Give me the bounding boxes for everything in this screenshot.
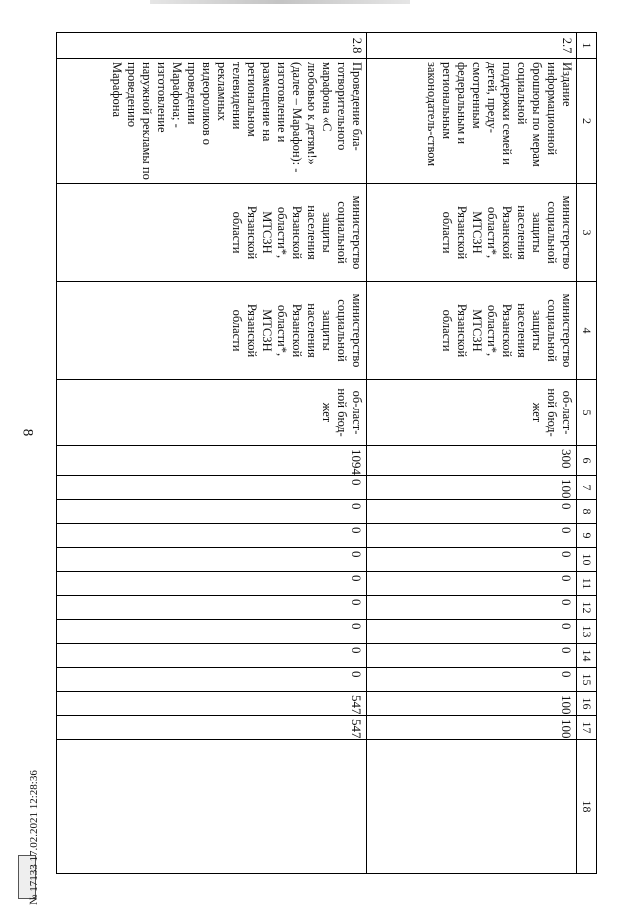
- amount-cell: [57, 740, 367, 874]
- header-cell: 16: [577, 692, 597, 716]
- header-cell: 9: [577, 524, 597, 548]
- header-cell: 3: [577, 184, 597, 282]
- amount-cell: 0: [57, 668, 367, 692]
- header-cell: 6: [577, 446, 597, 476]
- header-cell: 4: [577, 282, 597, 380]
- amount-cell: 0: [57, 596, 367, 620]
- recipient: министерство социальной защиты населения Рязанской области*, МТСЗН Рязанской области: [367, 282, 577, 380]
- program-table: [56, 32, 597, 874]
- header-cell: 5: [577, 380, 597, 446]
- table-row: [57, 33, 367, 874]
- amount-cell: 0: [367, 524, 577, 548]
- amount-cell: 1094: [57, 446, 367, 476]
- amount-cell: 100: [367, 692, 577, 716]
- header-cell: 14: [577, 644, 597, 668]
- amount-cell: 0: [57, 476, 367, 500]
- header-cell: 8: [577, 500, 597, 524]
- amount-cell: [367, 740, 577, 874]
- amount-cell: 0: [367, 644, 577, 668]
- amount-cell: 0: [367, 500, 577, 524]
- funding-source: об-ласт-ной бюд-жет: [57, 380, 367, 446]
- amount-cell: 0: [367, 572, 577, 596]
- header-cell: 1: [577, 33, 597, 59]
- amount-cell: 547: [57, 716, 367, 740]
- header-cell: 2: [577, 59, 597, 184]
- header-cell: 7: [577, 476, 597, 500]
- page-number: 8: [19, 428, 36, 437]
- amount-cell: 0: [367, 620, 577, 644]
- measure-name: Издание информационной брошюры по мерам социальной поддержки семей и детей, преду-смотренным федеральным и региональным законодатель-ством: [367, 59, 577, 184]
- header-cell: 18: [577, 740, 597, 874]
- header-cell: 13: [577, 620, 597, 644]
- row-number: 2.7: [367, 33, 577, 59]
- executor: министерство социальной защиты населения Рязанской области*, МТСЗН Рязанской области: [367, 184, 577, 282]
- header-cell: 12: [577, 596, 597, 620]
- header-cell: 17: [577, 716, 597, 740]
- header-cell: 15: [577, 668, 597, 692]
- amount-cell: 100: [367, 476, 577, 500]
- amount-cell: 0: [57, 548, 367, 572]
- table-row: [367, 33, 577, 874]
- executor: министерство социальной защиты населения Рязанской области*, МТСЗН Рязанской области: [57, 184, 367, 282]
- amount-cell: 300: [367, 446, 577, 476]
- amount-cell: 0: [57, 620, 367, 644]
- amount-cell: 0: [367, 548, 577, 572]
- amount-cell: 0: [57, 500, 367, 524]
- scan-artifact: [150, 0, 410, 4]
- amount-cell: 0: [57, 572, 367, 596]
- funding-source: об-ласт-ной бюд-жет: [367, 380, 577, 446]
- amount-cell: 0: [57, 524, 367, 548]
- amount-cell: 547: [57, 692, 367, 716]
- row-number: 2.8: [57, 33, 367, 59]
- measure-name: Проведение бла-готворительного марафона «С любовью к детям!» (далее – Марафон): - изготовление и размещение на региональном телевидении рекламных видеороликов о проведении Марафона; - изготовление наружной рекламы по проведению Марафона: [57, 59, 367, 184]
- amount-cell: 0: [367, 596, 577, 620]
- registration-stamp: № 17133 17.02.2021 12:28:36: [28, 770, 40, 905]
- program-table-rotated: [56, 32, 597, 852]
- amount-cell: 0: [367, 668, 577, 692]
- header-cell: 10: [577, 548, 597, 572]
- header-cell: 11: [577, 572, 597, 596]
- amount-cell: 100: [367, 716, 577, 740]
- header-row: [577, 33, 597, 874]
- amount-cell: 0: [57, 644, 367, 668]
- recipient: министерство социальной защиты населения Рязанской области*, МТСЗН Рязанской области: [57, 282, 367, 380]
